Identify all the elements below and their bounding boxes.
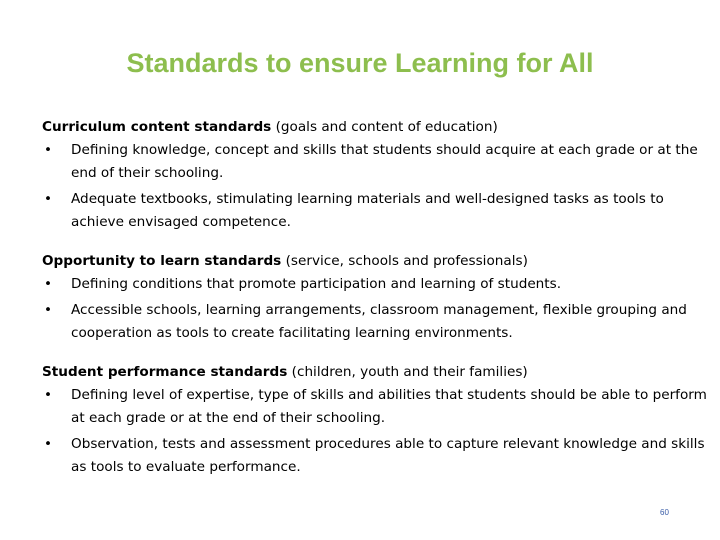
section-heading-note: (goals and content of education) — [271, 119, 498, 135]
bullet-list — [42, 273, 714, 345]
section-heading-note: (service, schools and professionals) — [281, 253, 528, 269]
bullet-item: • Adequate textbooks, stimulating learning materials and well-designed tasks as tools to achieve envisaged competence. — [42, 188, 714, 234]
section-opportunity-to-learn-standards — [42, 250, 714, 345]
section-heading — [42, 116, 714, 139]
section-heading — [42, 361, 714, 384]
bullet-list — [42, 139, 714, 234]
section-heading-bold: Curriculum content standards — [42, 119, 272, 135]
bullet-item: • Defining level of expertise, type of skills and abilities that students should be able to perform at each grade or at the end of their schooling. — [42, 384, 714, 430]
slide-content — [42, 116, 714, 495]
section-curriculum-content-standards — [42, 116, 714, 234]
bullet-item: • Defining conditions that promote participation and learning of students. — [42, 273, 714, 296]
section-heading — [42, 250, 714, 273]
bullet-item: • Accessible schools, learning arrangements, classroom management, flexible grouping and cooperation as tools to create facilitating learning environments. — [42, 299, 714, 345]
section-student-performance-standards — [42, 361, 714, 479]
section-heading-bold: Opportunity to learn standards — [42, 253, 282, 269]
section-heading-bold: Student performance standards — [42, 364, 288, 380]
section-heading-note: (children, youth and their families) — [287, 364, 528, 380]
bullet-item: • Observation, tests and assessment procedures able to capture relevant knowledge and skills as tools to evaluate performance. — [42, 433, 714, 479]
bullet-item: • Defining knowledge, concept and skills that students should acquire at each grade or at the end of their schooling. — [42, 139, 714, 185]
slide-title: Standards to ensure Learning for All — [126, 48, 594, 78]
page-number: 60 — [660, 508, 669, 517]
bullet-list — [42, 384, 714, 479]
